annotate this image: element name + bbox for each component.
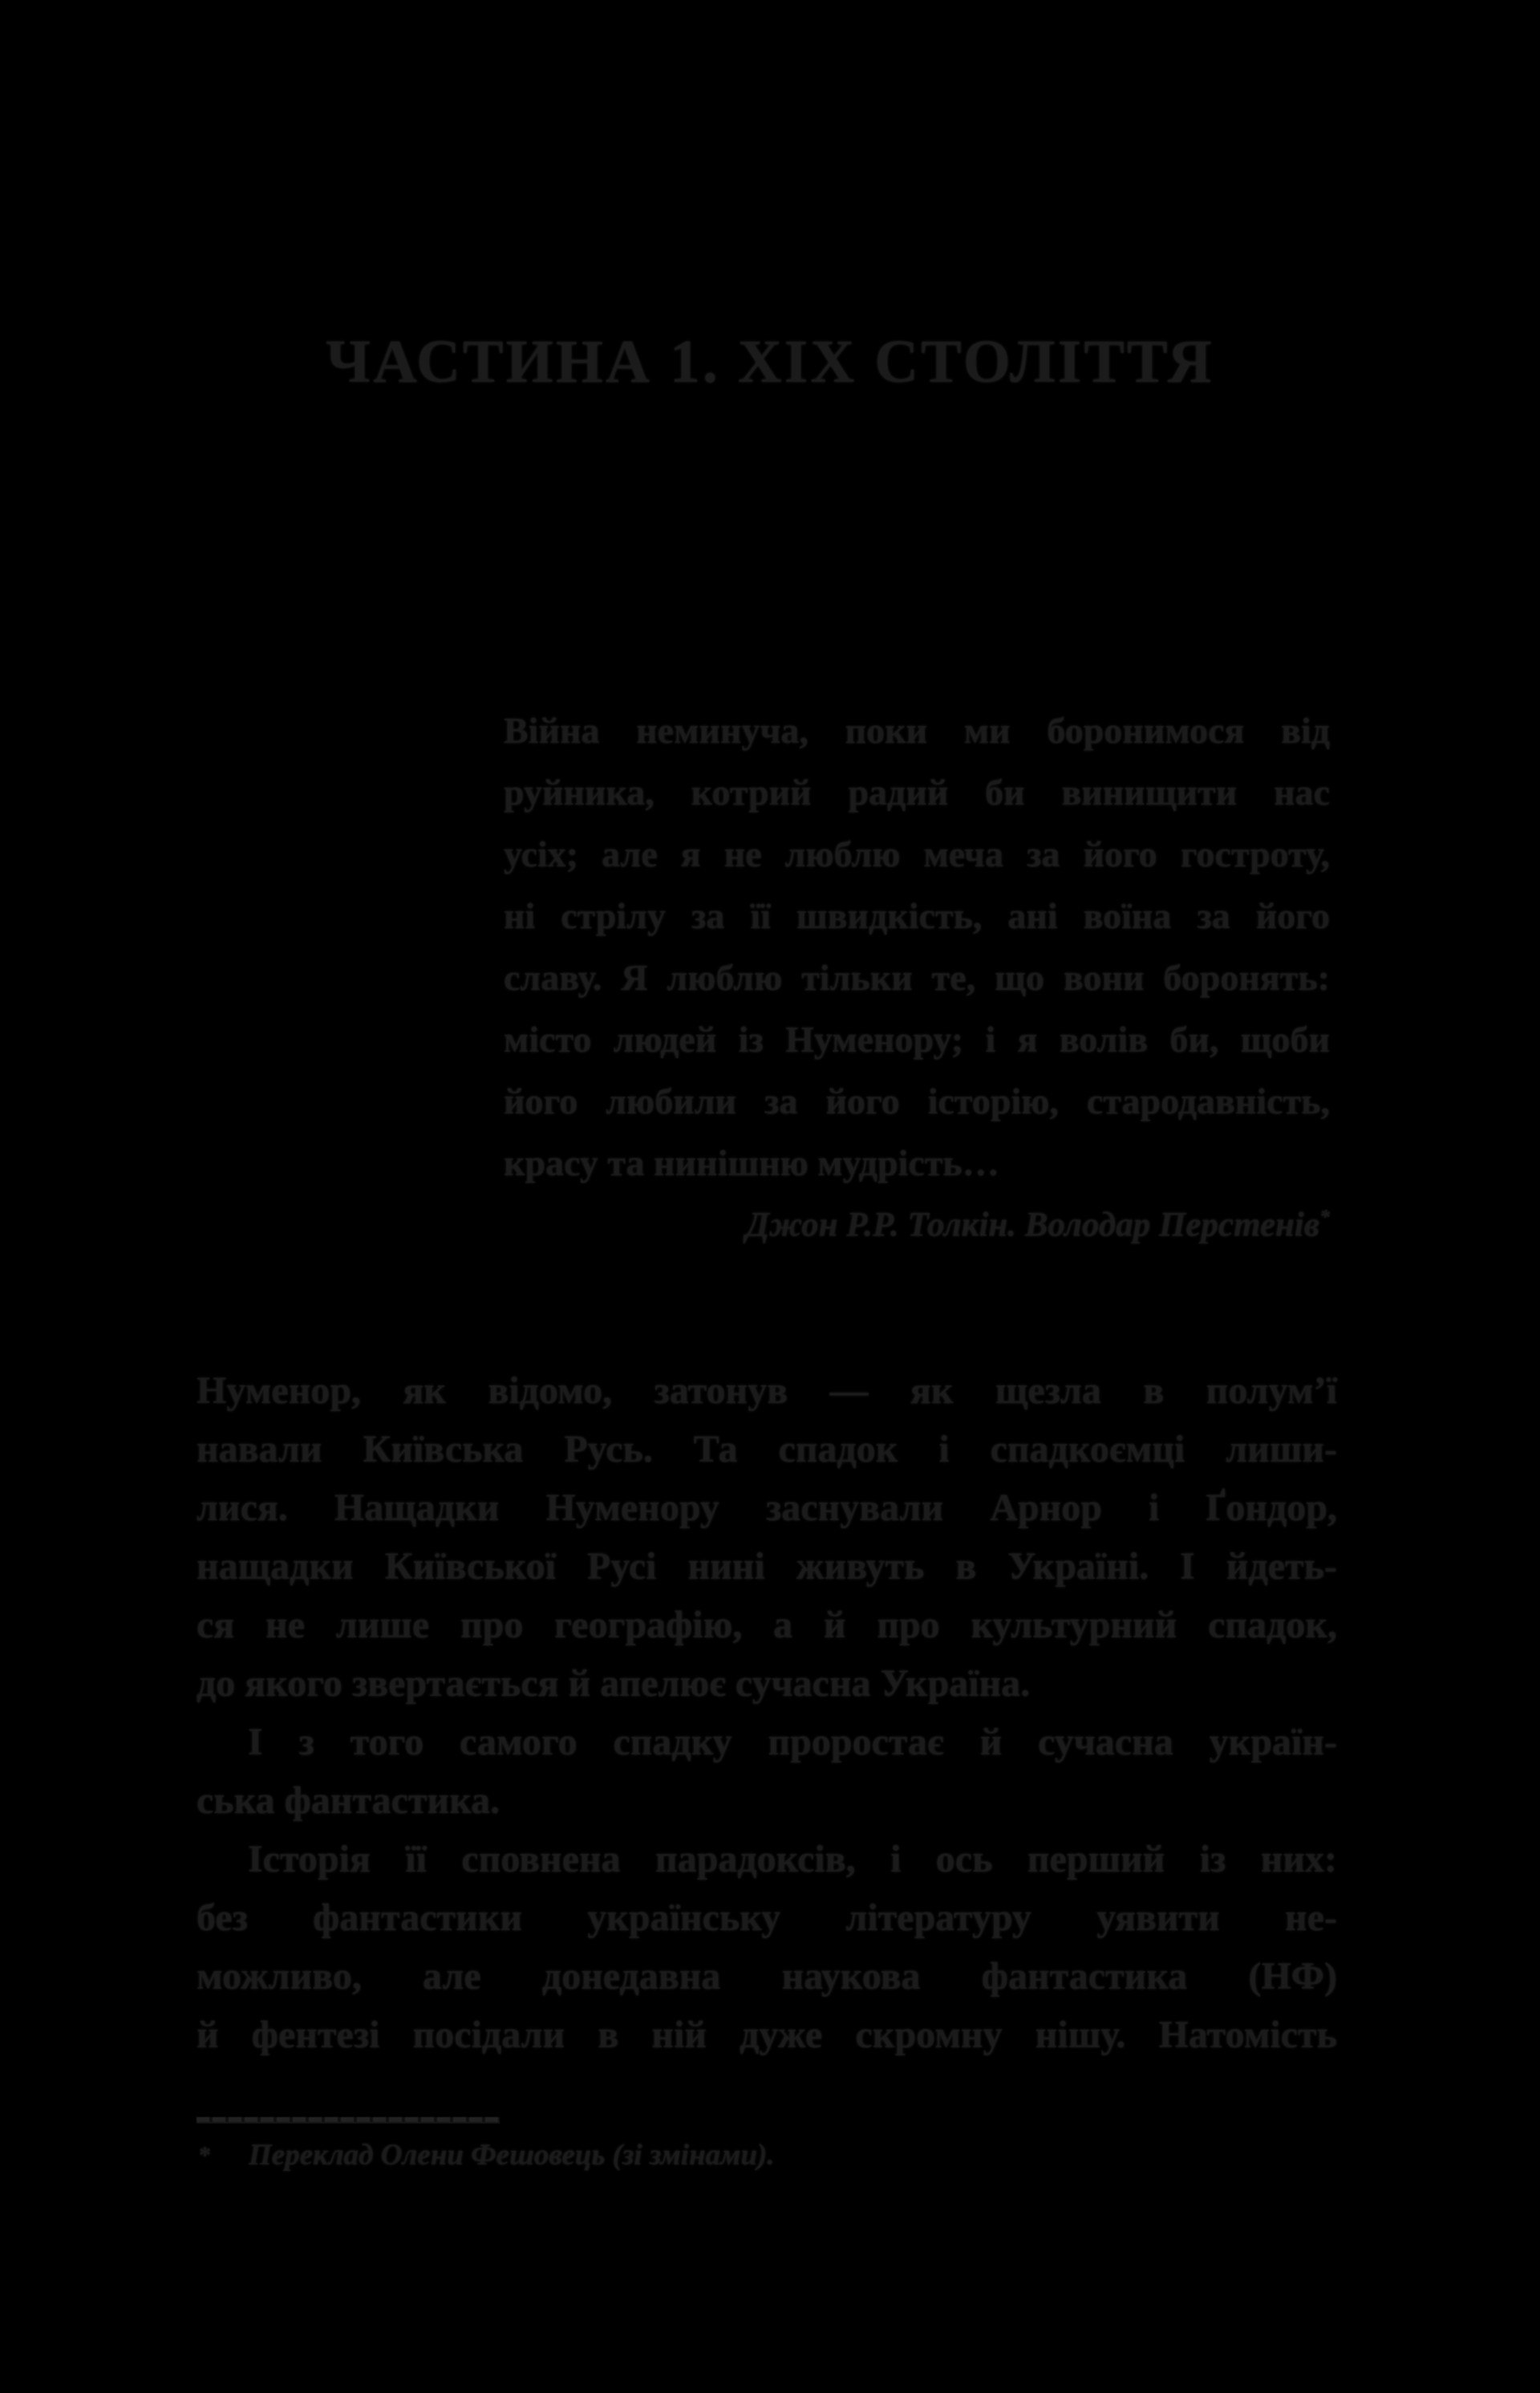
body-line: Нуменор, як відомо, затонув — як щезла в полум’ї [197,1369,1337,1412]
epigraph-line: його любили за його історію, стародавність, [504,1081,1330,1121]
footnote-text: Переклад Олени Фешовець (зі змінами). [249,2139,775,2172]
body-text [197,1361,1337,2064]
epigraph-line: красу та нинішню мудрість… [504,1142,999,1183]
body-line: до якого звертається й апелює сучасна Україна. [197,1662,1031,1705]
footnote-rule [197,2117,500,2123]
footnote-marker: * [199,2142,211,2168]
epigraph-line: славу. Я люблю тільки те, що вони боронять: [504,957,1330,998]
epigraph-line: ні стрілу за її швидкість, ані воїна за його [504,895,1330,936]
epigraph-line: місто людей із Нуменору; і я волів би, щоби [504,1019,1330,1060]
body-line: ська фантастика. [197,1779,500,1822]
body-line: й фентезі посідали в ній дуже скромну нішу. Натомість [197,2014,1337,2056]
footnote-ref-asterisk: * [1319,1205,1330,1228]
epigraph-attribution-text: Джон Р.Р. Толкін. Володар Перстенів [745,1206,1320,1244]
footnote [199,2137,1322,2174]
body-line: Історія її сповнена парадоксів, і ось перший із них: [248,1838,1337,1880]
epigraph-line: Війна неминуча, поки ми боронимося від [504,710,1330,751]
epigraph-line: усіх; але я не люблю меча за його гостроту, [504,833,1330,874]
body-line: без фантастики українську літературу уявити не- [197,1896,1337,1939]
body-line: нащадки Київської Русі нині живуть в Україні. І йдеть- [197,1545,1337,1588]
chapter-title: ЧАСТИНА 1. XIX СТОЛІТТЯ [326,328,1214,395]
body-line: лися. Нащадки Нуменору заснували Арнор і Ґондор, [197,1486,1337,1529]
body-line: можливо, але донедавна наукова фантастика (НФ) [197,1955,1337,1998]
epigraph-block [504,700,1330,1194]
epigraph-line: руйника, котрий радий би винищити нас [504,772,1330,813]
epigraph-attribution [504,1193,1330,1249]
body-line: ся не лише про географію, а й про культурний спадок, [197,1604,1337,1646]
body-line: навали Київська Русь. Та спадок і спадкоємці лиши- [197,1428,1337,1470]
body-line: І з того самого спадку проростає й сучасна україн- [248,1721,1337,1763]
